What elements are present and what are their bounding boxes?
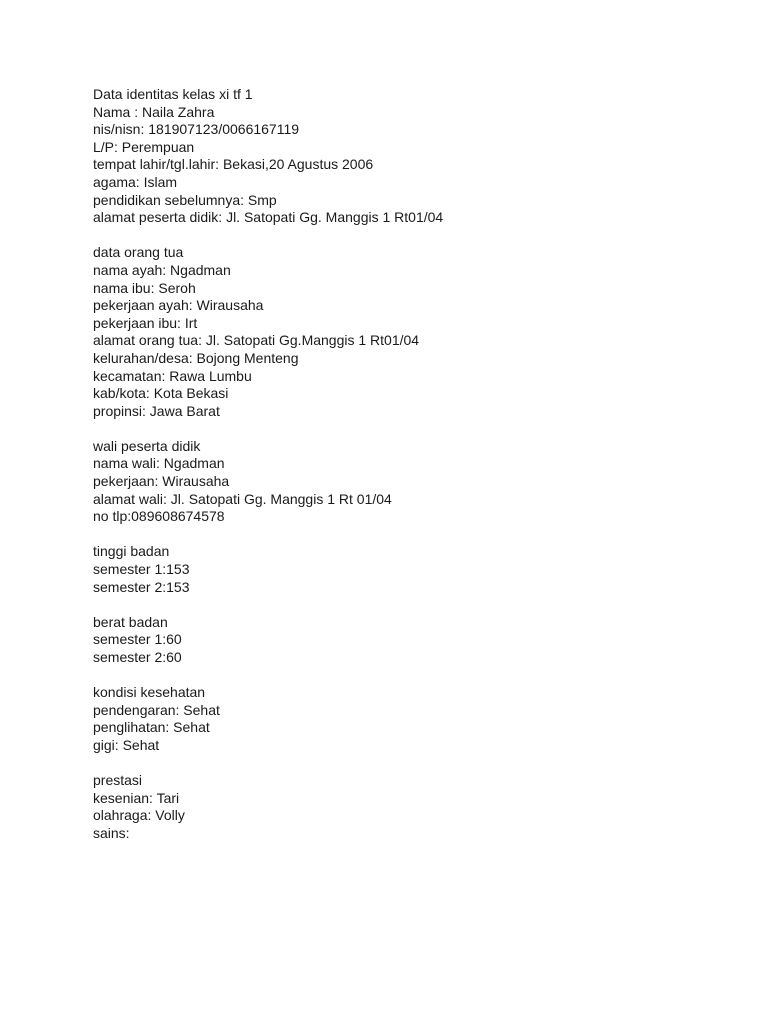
blank-line bbox=[93, 755, 733, 773]
section-orang-tua bbox=[93, 244, 733, 420]
blank-line bbox=[93, 227, 733, 245]
blank-line bbox=[93, 667, 733, 685]
field-alamat-orang-tua: alamat orang tua: Jl. Satopati Gg.Manggis 1 Rt01/04 bbox=[93, 332, 420, 349]
field-no-tlp: no tlp:089608674578 bbox=[93, 508, 225, 525]
field-alamat-wali: alamat wali: Jl. Satopati Gg. Manggis 1 Rt 01/04 bbox=[93, 490, 392, 507]
field-pekerjaan-wali: pekerjaan: Wirausaha bbox=[93, 473, 230, 490]
section-kondisi-kesehatan bbox=[93, 684, 733, 754]
field-olahraga: olahraga: Volly bbox=[93, 807, 185, 824]
field-kab-kota: kab/kota: Kota Bekasi bbox=[93, 385, 229, 402]
field-pendengaran: pendengaran: Sehat bbox=[93, 701, 220, 718]
section-wali bbox=[93, 438, 733, 526]
field-pendidikan-sebelumnya: pendidikan sebelumnya: Smp bbox=[93, 191, 277, 208]
field-kelurahan-desa: kelurahan/desa: Bojong Menteng bbox=[93, 349, 299, 366]
field-gigi: gigi: Sehat bbox=[93, 736, 160, 753]
field-kesenian: kesenian: Tari bbox=[93, 789, 180, 806]
field-pekerjaan-ayah: pekerjaan ayah: Wirausaha bbox=[93, 297, 264, 314]
section-title: tinggi badan bbox=[93, 543, 170, 560]
section-tinggi-badan bbox=[93, 543, 733, 596]
field-semester-1: semester 1:60 bbox=[93, 631, 182, 648]
blank-line bbox=[93, 526, 733, 544]
blank-line bbox=[93, 420, 733, 438]
section-title: data orang tua bbox=[93, 244, 184, 261]
field-semester-1: semester 1:153 bbox=[93, 561, 190, 578]
section-title: Data identitas kelas xi tf 1 bbox=[93, 86, 253, 102]
field-sains: sains: bbox=[93, 824, 130, 841]
field-jenis-kelamin: L/P: Perempuan bbox=[93, 138, 195, 155]
field-nama-wali: nama wali: Ngadman bbox=[93, 455, 225, 472]
section-title: kondisi kesehatan bbox=[93, 684, 206, 701]
section-title: berat badan bbox=[93, 613, 168, 630]
field-nis-nisn: nis/nisn: 181907123/0066167119 bbox=[93, 121, 300, 138]
section-prestasi bbox=[93, 772, 733, 842]
field-alamat-peserta-didik: alamat peserta didik: Jl. Satopati Gg. Manggis 1 Rt01/04 bbox=[93, 209, 444, 226]
section-title: wali peserta didik bbox=[93, 437, 201, 454]
field-agama: agama: Islam bbox=[93, 173, 178, 190]
document-body bbox=[93, 86, 733, 843]
field-kecamatan: kecamatan: Rawa Lumbu bbox=[93, 367, 252, 384]
field-nama-ayah: nama ayah: Ngadman bbox=[93, 261, 231, 278]
blank-line bbox=[93, 596, 733, 614]
field-semester-2: semester 2:153 bbox=[93, 578, 190, 595]
field-nama: Nama : Naila Zahra bbox=[93, 103, 215, 120]
section-identitas bbox=[93, 86, 733, 227]
field-tempat-tanggal-lahir: tempat lahir/tgl.lahir: Bekasi,20 Agustus 2006 bbox=[93, 156, 374, 173]
section-title: prestasi bbox=[93, 772, 143, 789]
field-penglihatan: penglihatan: Sehat bbox=[93, 719, 210, 736]
field-propinsi: propinsi: Jawa Barat bbox=[93, 402, 220, 419]
section-berat-badan bbox=[93, 614, 733, 667]
field-nama-ibu: nama ibu: Seroh bbox=[93, 279, 196, 296]
field-semester-2: semester 2:60 bbox=[93, 649, 182, 665]
field-pekerjaan-ibu: pekerjaan ibu: Irt bbox=[93, 314, 198, 331]
